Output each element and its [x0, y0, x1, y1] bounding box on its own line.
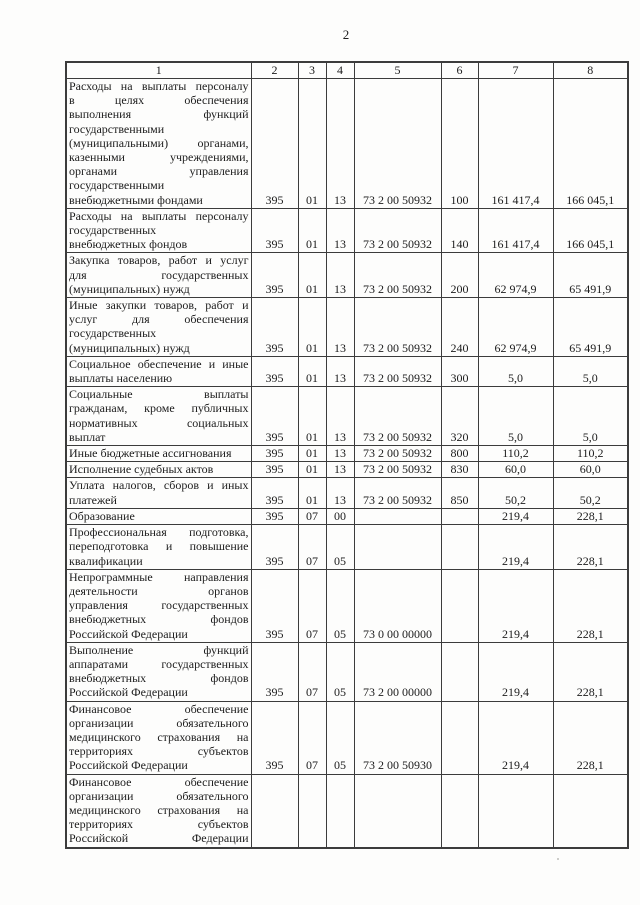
subsection-code-cell: 13: [326, 446, 354, 462]
table-row: [66, 356, 628, 386]
expense-name-cell: [66, 253, 251, 298]
expense-name-line: Финансовое обеспечение: [69, 701, 249, 716]
section-code-cell: 01: [298, 79, 326, 209]
target-article-code-cell: 73 2 00 50932: [354, 356, 441, 386]
expense-name-line: Социальные выплаты: [69, 387, 249, 402]
expense-name-cell: [66, 774, 251, 848]
expense-name-line: услуг для обеспечения: [69, 312, 249, 327]
expense-name-line: переподготовка и повышение: [69, 539, 249, 554]
table-row: [66, 774, 628, 848]
amount-year1-cell: 161 417,4: [478, 79, 553, 209]
grbs-code-cell: [251, 774, 298, 848]
subsection-code-cell: 13: [326, 298, 354, 357]
target-article-code-cell: 73 2 00 50932: [354, 79, 441, 209]
section-code-cell: 01: [298, 387, 326, 446]
expense-name-cell: [66, 208, 251, 253]
subsection-code-cell: 13: [326, 356, 354, 386]
expense-type-code-cell: [441, 701, 478, 774]
expense-name-cell: [66, 642, 251, 701]
column-number-header: 2: [251, 62, 298, 79]
expense-name-line: государственных: [69, 326, 157, 341]
expense-name-cell: [66, 446, 251, 462]
column-number-header: 4: [326, 62, 354, 79]
subsection-code-cell: 05: [326, 569, 354, 642]
expense-name-line: выплаты населению: [69, 371, 173, 386]
expense-name-line: внебюджетных фондов: [69, 612, 249, 627]
grbs-code-cell: 395: [251, 508, 298, 524]
expense-type-code-cell: [441, 569, 478, 642]
amount-year1-cell: 219,4: [478, 508, 553, 524]
target-article-code-cell: 73 2 00 50930: [354, 701, 441, 774]
expense-type-code-cell: 300: [441, 356, 478, 386]
expense-type-code-cell: 100: [441, 79, 478, 209]
expense-name-line: Выполнение функций: [69, 642, 249, 657]
amount-year2-cell: 228,1: [553, 569, 628, 642]
amount-year2-cell: 228,1: [553, 525, 628, 570]
expense-name-line: для государственных: [69, 267, 249, 282]
table-row: [66, 253, 628, 298]
subsection-code-cell: 05: [326, 642, 354, 701]
expense-name-line: Исполнение судебных актов: [69, 462, 214, 477]
expense-name-line: Иные закупки товаров, работ и: [69, 298, 249, 313]
target-article-code-cell: [354, 508, 441, 524]
expense-name-line: Образование: [69, 508, 135, 523]
expense-name-line: медицинского страхования на: [69, 802, 249, 817]
table-body: [66, 79, 628, 848]
expense-name-line: Социальное обеспечение и иные: [69, 356, 249, 371]
expense-name-line: (муниципальных) нужд: [69, 281, 190, 296]
target-article-code-cell: 73 0 00 00000: [354, 569, 441, 642]
table-row: [66, 446, 628, 462]
expense-type-code-cell: [441, 642, 478, 701]
amount-year1-cell: 110,2: [478, 446, 553, 462]
section-code-cell: 01: [298, 446, 326, 462]
expense-name-line: Закупка товаров, работ и услуг: [69, 253, 249, 268]
expense-type-code-cell: 830: [441, 462, 478, 478]
subsection-code-cell: 05: [326, 525, 354, 570]
expense-type-code-cell: 140: [441, 208, 478, 253]
amount-year1-cell: 5,0: [478, 356, 553, 386]
expense-name-line: выплат: [69, 429, 106, 444]
expense-name-line: платежей: [69, 492, 117, 507]
target-article-code-cell: 73 2 00 50932: [354, 446, 441, 462]
target-article-code-cell: 73 2 00 50932: [354, 387, 441, 446]
target-article-code-cell: 73 2 00 50932: [354, 298, 441, 357]
scan-noise-dot: [557, 858, 559, 860]
grbs-code-cell: 395: [251, 478, 298, 508]
section-code-cell: 07: [298, 525, 326, 570]
amount-year2-cell: 228,1: [553, 701, 628, 774]
expense-name-line: Расходы на выплаты персоналу: [69, 208, 249, 223]
page-number: 2: [342, 27, 350, 42]
section-code-cell: 01: [298, 298, 326, 357]
amount-year2-cell: 228,1: [553, 508, 628, 524]
table-row: [66, 569, 628, 642]
amount-year1-cell: 219,4: [478, 525, 553, 570]
section-code-cell: 01: [298, 253, 326, 298]
expense-name-cell: [66, 525, 251, 570]
expense-name-cell: [66, 478, 251, 508]
expense-name-line: Российской Федерации: [69, 685, 188, 700]
target-article-code-cell: [354, 774, 441, 848]
expense-name-line: медицинского страхования на: [69, 729, 249, 744]
grbs-code-cell: 395: [251, 298, 298, 357]
expense-name-line: организации обязательного: [69, 788, 249, 803]
expense-name-cell: [66, 387, 251, 446]
expense-name-line: Расходы на выплаты персоналу: [69, 79, 249, 93]
expense-name-line: управления государственных: [69, 598, 249, 613]
amount-year1-cell: 5,0: [478, 387, 553, 446]
column-number-header: 3: [298, 62, 326, 79]
expense-type-code-cell: 320: [441, 387, 478, 446]
expense-name-cell: [66, 356, 251, 386]
expense-name-line: Российской Федерации: [69, 758, 188, 773]
table-row: [66, 478, 628, 508]
expense-name-cell: [66, 701, 251, 774]
expense-name-line: внебюджетных фондов: [69, 237, 188, 252]
amount-year2-cell: 50,2: [553, 478, 628, 508]
amount-year2-cell: 166 045,1: [553, 79, 628, 209]
target-article-code-cell: 73 2 00 50932: [354, 478, 441, 508]
table-row: [66, 701, 628, 774]
expense-name-cell: [66, 569, 251, 642]
amount-year1-cell: 60,0: [478, 462, 553, 478]
amount-year2-cell: 228,1: [553, 642, 628, 701]
amount-year2-cell: 5,0: [553, 356, 628, 386]
subsection-code-cell: [326, 774, 354, 848]
section-code-cell: 07: [298, 569, 326, 642]
table-row: [66, 79, 628, 209]
column-number-header: 5: [354, 62, 441, 79]
grbs-code-cell: 395: [251, 208, 298, 253]
grbs-code-cell: 395: [251, 79, 298, 209]
table-row: [66, 642, 628, 701]
target-article-code-cell: 73 2 00 50932: [354, 253, 441, 298]
expense-type-code-cell: 800: [441, 446, 478, 462]
grbs-code-cell: 395: [251, 446, 298, 462]
section-code-cell: 01: [298, 478, 326, 508]
expense-name-line: государственными: [69, 121, 165, 136]
expense-name-line: в целях обеспечения: [69, 93, 249, 108]
amount-year1-cell: 219,4: [478, 642, 553, 701]
subsection-code-cell: 05: [326, 701, 354, 774]
target-article-code-cell: 73 2 00 50932: [354, 462, 441, 478]
amount-year2-cell: 60,0: [553, 462, 628, 478]
target-article-code-cell: 73 2 00 50932: [354, 208, 441, 253]
amount-year1-cell: 62 974,9: [478, 298, 553, 357]
subsection-code-cell: 13: [326, 208, 354, 253]
amount-year2-cell: [553, 774, 628, 848]
table-row: [66, 462, 628, 478]
amount-year1-cell: 161 417,4: [478, 208, 553, 253]
amount-year2-cell: 110,2: [553, 446, 628, 462]
expense-type-code-cell: [441, 774, 478, 848]
section-code-cell: 01: [298, 462, 326, 478]
expense-type-code-cell: 200: [441, 253, 478, 298]
subsection-code-cell: 13: [326, 462, 354, 478]
expense-name-line: внебюджетных фондов: [69, 671, 249, 686]
amount-year2-cell: 5,0: [553, 387, 628, 446]
expense-name-line: (муниципальными) органами,: [69, 135, 249, 150]
section-code-cell: 01: [298, 208, 326, 253]
table-row: [66, 208, 628, 253]
expense-name-line: нормативных социальных: [69, 415, 249, 430]
column-number-header: 1: [66, 62, 251, 79]
expense-name-cell: [66, 462, 251, 478]
expense-name-line: Российской Федерации: [69, 626, 188, 641]
grbs-code-cell: 395: [251, 642, 298, 701]
subsection-code-cell: 13: [326, 79, 354, 209]
expense-name-line: деятельности органов: [69, 583, 249, 598]
expense-name-cell: [66, 79, 251, 209]
subsection-code-cell: 13: [326, 478, 354, 508]
expense-name-line: органами управления: [69, 164, 249, 179]
column-number-header: 8: [553, 62, 628, 79]
expense-type-code-cell: [441, 525, 478, 570]
amount-year1-cell: [478, 774, 553, 848]
expense-name-line: Непрограммные направления: [69, 569, 249, 584]
expense-name-line: территориях субъектов: [69, 817, 249, 832]
table-row: [66, 298, 628, 357]
target-article-code-cell: [354, 525, 441, 570]
expense-name-line: Финансовое обеспечение: [69, 774, 249, 789]
expense-name-line: квалификации: [69, 553, 143, 568]
grbs-code-cell: 395: [251, 525, 298, 570]
amount-year1-cell: 50,2: [478, 478, 553, 508]
expense-name-line: государственных: [69, 223, 157, 238]
expense-name-line: Уплата налогов, сборов и иных: [69, 478, 249, 493]
column-number-header-row: [66, 62, 628, 79]
grbs-code-cell: 395: [251, 356, 298, 386]
section-code-cell: 07: [298, 508, 326, 524]
grbs-code-cell: 395: [251, 701, 298, 774]
grbs-code-cell: 395: [251, 462, 298, 478]
grbs-code-cell: 395: [251, 569, 298, 642]
section-code-cell: 07: [298, 701, 326, 774]
column-number-header: 7: [478, 62, 553, 79]
expense-name-cell: [66, 508, 251, 524]
expense-name-line: гражданам, кроме публичных: [69, 401, 249, 416]
expense-type-code-cell: 240: [441, 298, 478, 357]
expense-name-line: Профессиональная подготовка,: [69, 525, 249, 540]
budget-allocation-table: [65, 61, 629, 849]
expense-name-line: Российской Федерации: [69, 831, 249, 846]
table-row: [66, 525, 628, 570]
table-row: [66, 508, 628, 524]
section-code-cell: 01: [298, 356, 326, 386]
expense-type-code-cell: 850: [441, 478, 478, 508]
amount-year1-cell: 219,4: [478, 569, 553, 642]
expense-name-line: (муниципальных) нужд: [69, 340, 190, 355]
expense-name-cell: [66, 298, 251, 357]
subsection-code-cell: 13: [326, 253, 354, 298]
section-code-cell: [298, 774, 326, 848]
expense-name-line: внебюджетными фондами: [69, 192, 203, 207]
grbs-code-cell: 395: [251, 253, 298, 298]
subsection-code-cell: 13: [326, 387, 354, 446]
column-number-header: 6: [441, 62, 478, 79]
expense-type-code-cell: [441, 508, 478, 524]
expense-name-line: казенными учреждениями,: [69, 150, 249, 165]
target-article-code-cell: 73 2 00 00000: [354, 642, 441, 701]
amount-year2-cell: 65 491,9: [553, 298, 628, 357]
amount-year1-cell: 62 974,9: [478, 253, 553, 298]
expense-name-line: организации обязательного: [69, 715, 249, 730]
expense-name-line: территориях субъектов: [69, 744, 249, 759]
expense-name-line: государственными: [69, 178, 165, 193]
subsection-code-cell: 00: [326, 508, 354, 524]
section-code-cell: 07: [298, 642, 326, 701]
table-row: [66, 387, 628, 446]
expense-name-line: аппаратами государственных: [69, 656, 249, 671]
amount-year2-cell: 166 045,1: [553, 208, 628, 253]
expense-name-line: Иные бюджетные ассигнования: [69, 446, 232, 461]
grbs-code-cell: 395: [251, 387, 298, 446]
amount-year2-cell: 65 491,9: [553, 253, 628, 298]
expense-name-line: выполнения функций: [69, 107, 249, 122]
amount-year1-cell: 219,4: [478, 701, 553, 774]
